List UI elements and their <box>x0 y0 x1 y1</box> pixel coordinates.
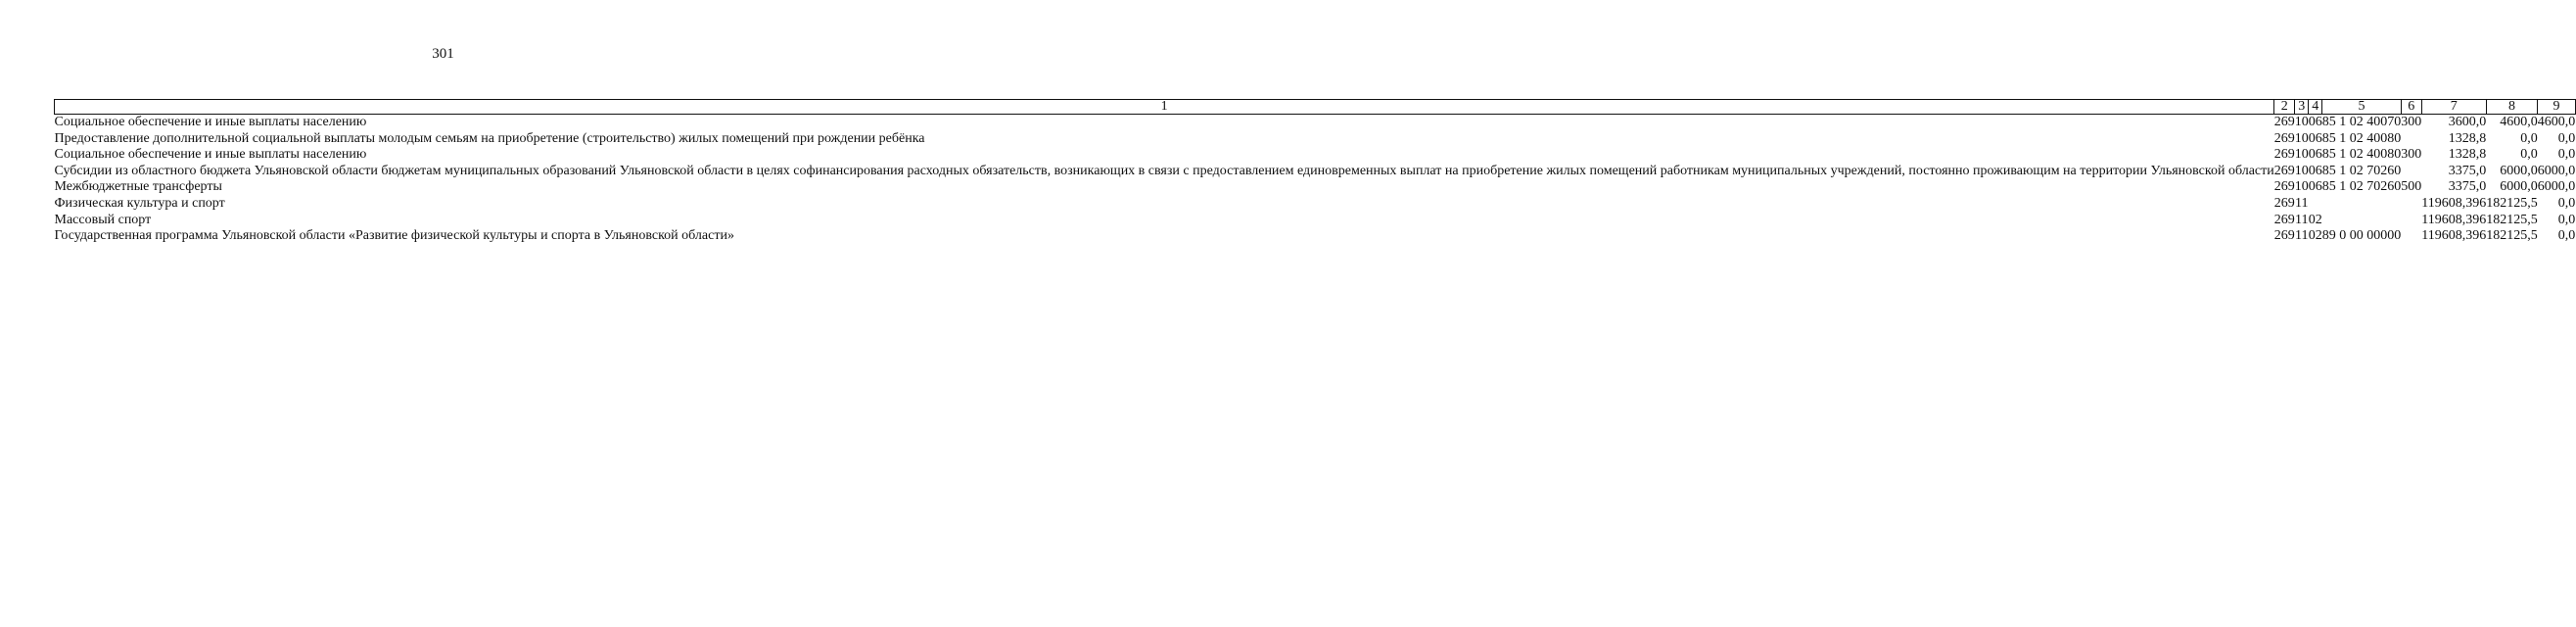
row-target-article <box>2322 213 2402 229</box>
table-row <box>55 196 2576 213</box>
table-row <box>55 115 2576 131</box>
row-target-article: 85 1 02 40070 <box>2321 115 2402 129</box>
row-expense-type <box>2401 213 2421 229</box>
row-code-admin: 269 <box>2273 163 2295 178</box>
table-row <box>55 164 2576 180</box>
row-section: 11 <box>2295 228 2309 244</box>
row-subsection: 06 <box>2308 179 2322 195</box>
row-code-admin: 269 <box>2273 212 2295 227</box>
row-subsection: 06 <box>2308 130 2322 146</box>
row-subsection: 06 <box>2308 147 2322 163</box>
row-code-admin: 269 <box>2273 195 2295 211</box>
row-subsection: 06 <box>2308 163 2322 178</box>
row-subsection: 02 <box>2308 212 2322 227</box>
row-name: Массовый спорт <box>54 212 152 227</box>
row-target-article: 85 1 02 40080 <box>2321 147 2402 163</box>
page-number: 301 <box>432 46 454 62</box>
row-expense-type <box>2401 196 2421 213</box>
row-target-article: 85 1 02 70260 <box>2321 163 2402 178</box>
row-code-admin: 269 <box>2273 130 2295 146</box>
row-amount-col8: 6000,0 <box>2500 179 2538 195</box>
row-amount-col7: 3375,0 <box>2448 163 2487 178</box>
row-section: 10 <box>2294 130 2309 146</box>
row-name: Межбюджетные трансферты <box>54 179 222 195</box>
row-name: Физическая культура и спорт <box>54 195 225 211</box>
row-code-admin: 269 <box>2273 147 2295 163</box>
row-target-article <box>2322 196 2402 213</box>
row-amount-col8: 4600,0 <box>2500 115 2538 129</box>
row-amount-col9: 0,0 <box>2557 147 2576 163</box>
row-code-admin: 269 <box>2273 115 2295 129</box>
table-row <box>55 213 2576 229</box>
row-name: Предоставление дополнительной социальной выплаты молодым семьям на приобретение (строительство) жилых помещений при рождении ребёнка <box>54 130 925 146</box>
row-amount-col8: 182125,5 <box>2486 228 2538 244</box>
row-amount-col8: 182125,5 <box>2486 195 2538 211</box>
table-row <box>55 147 2576 164</box>
column-header-3: 3 <box>2295 100 2309 115</box>
row-amount-col8: 0,0 <box>2520 147 2538 163</box>
row-amount-col9: 6000,0 <box>2537 163 2576 178</box>
row-section: 10 <box>2294 179 2309 195</box>
row-amount-col7: 1328,8 <box>2448 130 2487 146</box>
row-code-admin: 269 <box>2273 179 2295 195</box>
row-name: Социальное обеспечение и иные выплаты населению <box>54 115 367 129</box>
row-name: Государственная программа Ульяновской области «Развитие физической культуры и спорта в Ульяновской области» <box>54 228 734 244</box>
row-subsection: 06 <box>2308 115 2322 129</box>
row-amount-col7: 3375,0 <box>2448 179 2487 195</box>
row-amount-col8: 6000,0 <box>2500 163 2538 178</box>
row-amount-col9: 4600,0 <box>2537 115 2576 129</box>
row-subsection <box>2309 196 2322 213</box>
row-amount-col9: 0,0 <box>2557 195 2576 211</box>
row-amount-col7: 3600,0 <box>2448 115 2487 129</box>
row-amount-col8: 182125,5 <box>2486 212 2538 227</box>
column-header-8: 8 <box>2486 100 2538 115</box>
row-expense-type <box>2401 228 2421 245</box>
row-section: 10 <box>2294 163 2309 178</box>
row-expense-type <box>2401 131 2421 148</box>
row-expense-type: 500 <box>2401 179 2422 195</box>
row-section: 11 <box>2295 212 2309 227</box>
row-code-admin: 269 <box>2273 228 2295 244</box>
column-header-7: 7 <box>2421 100 2486 115</box>
table-row <box>55 179 2576 196</box>
row-amount-col9: 0,0 <box>2557 212 2576 227</box>
column-header-5: 5 <box>2322 100 2402 115</box>
row-name: Субсидии из областного бюджета Ульяновской области бюджетам муниципальных образований Ульяновской области в целях софинансирования расходных обязательств, возникающих в связи с предоставлением единовременных выплат на приобретение жилых помещений работникам муниципальных учреждений, постоянно проживающим на территории Ульяновской области <box>54 163 2274 178</box>
row-amount-col7: 1328,8 <box>2448 147 2487 163</box>
row-amount-col7: 119608,396 <box>2421 212 2487 227</box>
budget-table <box>54 99 2576 245</box>
row-name: Социальное обеспечение и иные выплаты населению <box>54 147 367 163</box>
row-amount-col7: 119608,396 <box>2421 195 2487 211</box>
row-expense-type <box>2401 164 2421 180</box>
column-header-2: 2 <box>2274 100 2295 115</box>
row-amount-col8: 0,0 <box>2520 130 2538 146</box>
table-row <box>55 228 2576 245</box>
row-target-article: 89 0 00 00000 <box>2321 228 2402 244</box>
row-section: 10 <box>2294 115 2309 129</box>
row-amount-col9: 0,0 <box>2557 228 2576 244</box>
column-header-6: 6 <box>2401 100 2421 115</box>
row-amount-col9: 6000,0 <box>2537 179 2576 195</box>
row-amount-col7: 119608,396 <box>2421 228 2487 244</box>
column-header-4: 4 <box>2309 100 2322 115</box>
row-subsection: 02 <box>2308 228 2322 244</box>
row-expense-type: 300 <box>2401 147 2422 163</box>
table-row <box>55 131 2576 148</box>
column-header-9: 9 <box>2538 100 2576 115</box>
row-expense-type: 300 <box>2401 115 2422 129</box>
row-amount-col9: 0,0 <box>2557 130 2576 146</box>
row-target-article: 85 1 02 40080 <box>2321 130 2402 146</box>
column-header-1: 1 <box>55 100 2274 115</box>
table-header-row <box>55 100 2576 115</box>
row-section: 10 <box>2294 147 2309 163</box>
row-target-article: 85 1 02 70260 <box>2321 179 2402 195</box>
row-section: 11 <box>2295 195 2309 211</box>
